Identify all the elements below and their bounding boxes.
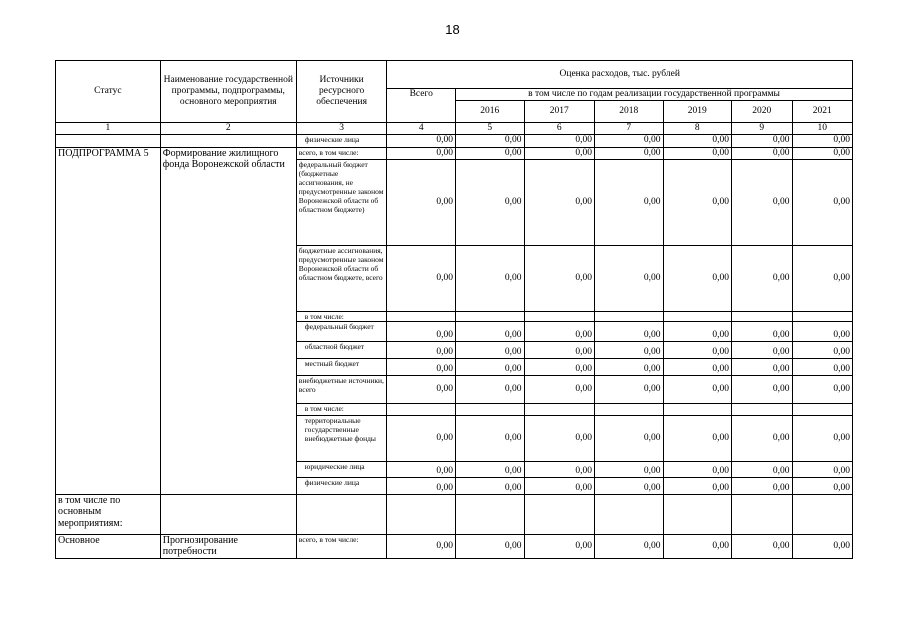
col-index: 6 [524,123,595,135]
col-index: 7 [595,123,664,135]
value-cell: 0,00 [387,358,456,375]
value-cell: 0,00 [595,534,664,558]
header-total: Всего [387,89,456,123]
value-cell: 0,00 [595,415,664,461]
value-cell: 0,00 [663,375,732,403]
value-cell: 0,00 [524,534,595,558]
value-cell: 0,00 [387,534,456,558]
source-label: местный бюджет [296,358,387,375]
header-year: 2018 [595,101,664,123]
value-cell: 0,00 [792,415,853,461]
value-cell: 0,00 [524,321,595,341]
value-cell: 0,00 [455,415,524,461]
value-cell: 0,00 [387,245,456,311]
col-index: 10 [792,123,853,135]
value-cell: 0,00 [455,375,524,403]
main-event-status: Основное [56,534,161,558]
value-cell: 0,00 [792,147,853,159]
value-cell: 0,00 [455,358,524,375]
value-cell: 0,00 [792,134,853,147]
value-cell: 0,00 [595,477,664,494]
value-cell: 0,00 [663,134,732,147]
value-cell: 0,00 [595,147,664,159]
value-cell: 0,00 [792,159,853,245]
value-cell: 0,00 [387,159,456,245]
value-cell: 0,00 [732,415,792,461]
value-cell: 0,00 [732,461,792,477]
header-year: 2019 [663,101,732,123]
header-year: 2020 [732,101,792,123]
header-year: 2017 [524,101,595,123]
value-cell: 0,00 [732,134,792,147]
value-cell: 0,00 [387,477,456,494]
value-cell: 0,00 [455,134,524,147]
value-cell: 0,00 [595,358,664,375]
source-label: всего, в том числе: [296,534,387,558]
value-cell: 0,00 [792,245,853,311]
source-label: всего, в том числе: [296,147,387,159]
table-row [56,534,853,558]
col-index: 1 [56,123,161,135]
value-cell: 0,00 [792,461,853,477]
value-cell: 0,00 [663,245,732,311]
value-cell: 0,00 [792,321,853,341]
value-cell: 0,00 [732,375,792,403]
header-year: 2021 [792,101,853,123]
value-cell: 0,00 [455,245,524,311]
value-cell: 0,00 [387,375,456,403]
value-cell: 0,00 [455,341,524,358]
value-cell: 0,00 [732,534,792,558]
value-cell: 0,00 [732,147,792,159]
value-cell: 0,00 [595,341,664,358]
value-cell: 0,00 [524,375,595,403]
table-row [56,494,853,534]
expenses-table [55,60,853,559]
source-label: федеральный бюджет [296,321,387,341]
value-cell: 0,00 [455,159,524,245]
table-row [56,134,853,147]
value-cell: 0,00 [732,245,792,311]
header-sources: Источники ресурсного обеспечения [296,61,387,123]
value-cell: 0,00 [524,415,595,461]
page-number: 18 [445,22,460,37]
value-cell: 0,00 [595,375,664,403]
value-cell: 0,00 [663,147,732,159]
source-label: юридические лица [296,461,387,477]
header-status: Статус [56,61,161,123]
value-cell: 0,00 [663,321,732,341]
value-cell: 0,00 [663,477,732,494]
source-label: в том числе: [296,311,387,321]
value-cell: 0,00 [524,341,595,358]
value-cell: 0,00 [524,134,595,147]
incl-main-events-label: в том числе по основным мероприятиям: [56,494,161,534]
value-cell: 0,00 [387,461,456,477]
source-label: в том числе: [296,403,387,415]
source-label: физические лица [296,134,387,147]
value-cell: 0,00 [663,534,732,558]
value-cell: 0,00 [732,321,792,341]
value-cell: 0,00 [455,147,524,159]
value-cell: 0,00 [732,358,792,375]
col-index: 9 [732,123,792,135]
value-cell: 0,00 [792,341,853,358]
source-label: внебюджетные источники, всего [296,375,387,403]
header-name: Наименование государственной программы, подпрограммы, основного мероприятия [160,61,296,123]
header-year: 2016 [455,101,524,123]
table-row [56,147,853,159]
value-cell: 0,00 [595,245,664,311]
col-index: 5 [455,123,524,135]
value-cell: 0,00 [524,461,595,477]
value-cell: 0,00 [387,321,456,341]
value-cell: 0,00 [792,358,853,375]
value-cell: 0,00 [732,159,792,245]
value-cell: 0,00 [455,461,524,477]
col-index: 8 [663,123,732,135]
value-cell: 0,00 [792,477,853,494]
value-cell: 0,00 [732,477,792,494]
value-cell: 0,00 [387,341,456,358]
source-label: федеральный бюджет (бюджетные ассигнования, не предусмотренные законом Воронежской области об областном бюджете) [296,159,387,245]
header-by-years: в том числе по годам реализации государственной программы [455,89,852,101]
source-label: территориальные государственные внебюджетные фонды [296,415,387,461]
value-cell: 0,00 [663,159,732,245]
header-estimate: Оценка расходов, тыс. рублей [387,61,853,89]
value-cell: 0,00 [524,245,595,311]
value-cell: 0,00 [595,134,664,147]
col-index: 4 [387,123,456,135]
value-cell: 0,00 [524,147,595,159]
value-cell: 0,00 [455,534,524,558]
col-index: 2 [160,123,296,135]
value-cell: 0,00 [524,358,595,375]
main-event-name: Прогнозирование потребности [160,534,296,558]
value-cell: 0,00 [455,321,524,341]
value-cell: 0,00 [387,134,456,147]
value-cell: 0,00 [663,358,732,375]
value-cell: 0,00 [387,415,456,461]
value-cell: 0,00 [792,534,853,558]
source-label: бюджетные ассигнования, предусмотренные законом Воронежской области об областном бюджете, всего [296,245,387,311]
subprogram-status: ПОДПРОГРАММА 5 [56,147,161,494]
value-cell: 0,00 [595,461,664,477]
value-cell: 0,00 [455,477,524,494]
value-cell: 0,00 [387,147,456,159]
value-cell: 0,00 [663,415,732,461]
source-label: физические лица [296,477,387,494]
value-cell: 0,00 [524,159,595,245]
value-cell: 0,00 [663,341,732,358]
subprogram-name: Формирование жилищного фонда Воронежской области [160,147,296,494]
value-cell: 0,00 [732,341,792,358]
value-cell: 0,00 [595,159,664,245]
value-cell: 0,00 [663,461,732,477]
value-cell: 0,00 [524,477,595,494]
source-label: областной бюджет [296,341,387,358]
value-cell: 0,00 [792,375,853,403]
col-index: 3 [296,123,387,135]
value-cell: 0,00 [595,321,664,341]
